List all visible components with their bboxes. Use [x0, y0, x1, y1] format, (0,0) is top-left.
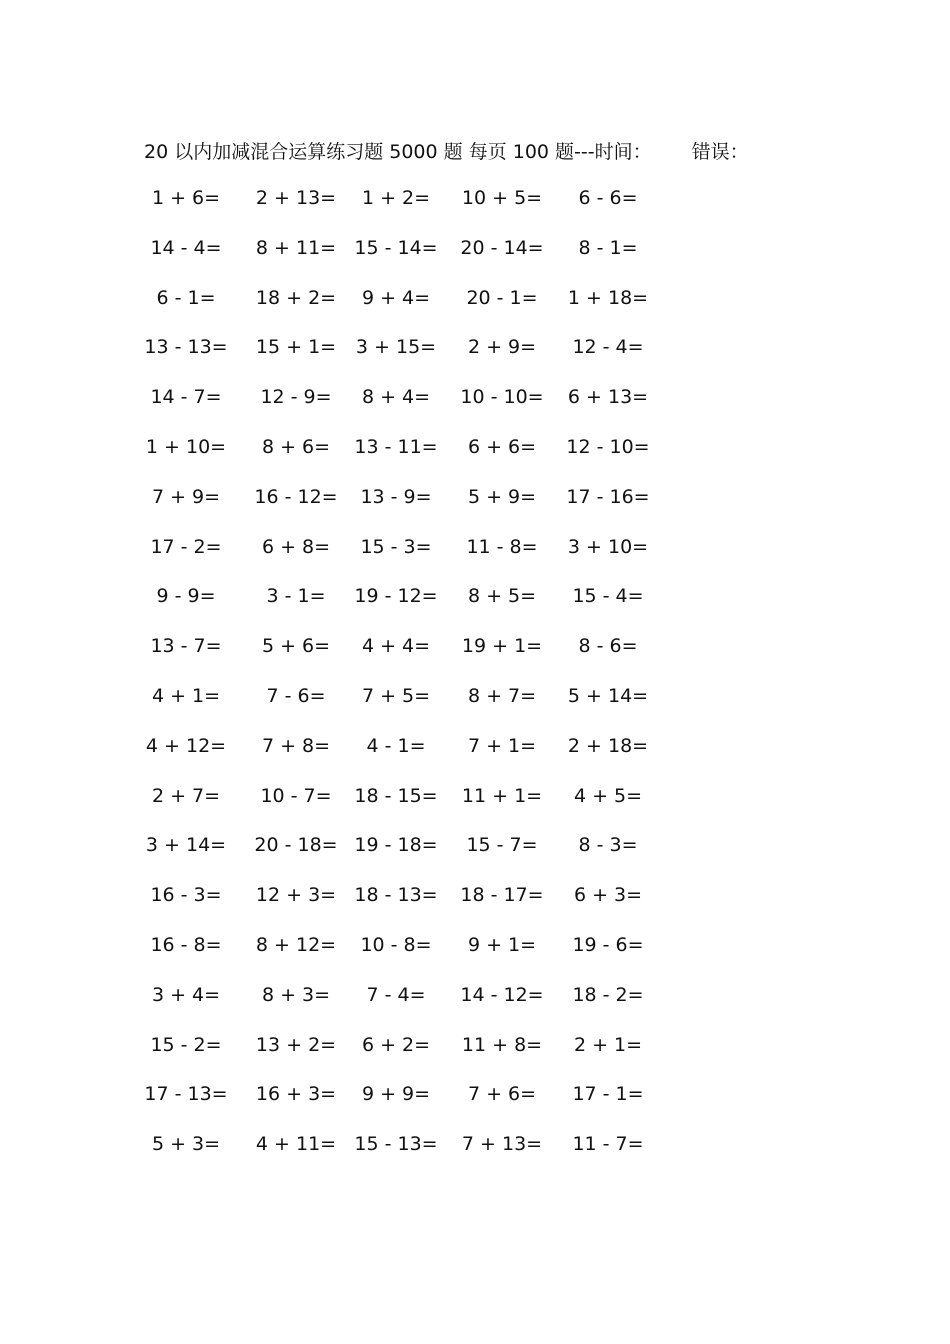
math-problem: 19 - 6=	[572, 933, 644, 956]
math-problem: 1 + 2=	[361, 187, 431, 209]
math-problem: 14 - 12=	[460, 983, 544, 1006]
math-problem: 15 - 14=	[354, 236, 438, 259]
math-problem: 15 - 4=	[572, 585, 644, 608]
math-problem: 8 - 6=	[578, 635, 638, 658]
math-problem: 15 - 2=	[150, 1033, 222, 1056]
math-problem: 8 + 12=	[255, 933, 337, 956]
math-problem: 4 + 5=	[573, 784, 643, 807]
math-problem: 12 - 9=	[260, 386, 332, 409]
math-problem: 12 - 4=	[572, 336, 644, 359]
math-problem: 2 + 7=	[151, 784, 221, 807]
problem-row	[134, 532, 664, 582]
math-problem: 6 - 1=	[156, 286, 216, 309]
worksheet-header	[144, 137, 749, 164]
math-problem: 10 - 10=	[460, 386, 544, 409]
math-problem: 3 + 10=	[567, 535, 649, 558]
math-problem: 4 + 4=	[361, 635, 431, 658]
math-problem: 13 + 2=	[255, 1033, 337, 1056]
math-problem: 20 - 18=	[254, 834, 338, 857]
math-problem: 11 + 1=	[461, 784, 543, 807]
math-problem: 11 - 8=	[466, 535, 538, 558]
math-problem: 8 + 7=	[467, 684, 537, 707]
math-problem: 16 - 12=	[254, 485, 338, 508]
problem-row	[134, 731, 664, 781]
worksheet-title: 20 以内加减混合运算练习题 5000 题 每页 100 题---时间：	[144, 141, 652, 163]
math-problem: 6 + 13=	[567, 386, 649, 409]
math-problem: 4 + 1=	[151, 684, 221, 707]
math-problem: 18 - 17=	[460, 884, 544, 907]
math-problem: 8 + 3=	[261, 983, 331, 1006]
math-problem: 10 - 7=	[260, 784, 332, 807]
math-problem: 13 - 13=	[144, 336, 228, 359]
math-problem: 7 - 4=	[366, 983, 426, 1006]
math-problem: 4 + 12=	[145, 734, 227, 757]
problem-row	[134, 482, 664, 532]
math-problem: 19 - 12=	[354, 585, 438, 608]
math-problem: 5 + 6=	[261, 635, 331, 658]
problem-row	[134, 332, 664, 382]
math-problem: 7 + 8=	[261, 734, 331, 757]
math-problem: 19 - 18=	[354, 834, 438, 857]
math-problem: 17 - 13=	[144, 1083, 228, 1106]
problem-row	[134, 980, 664, 1030]
problem-row	[134, 830, 664, 880]
math-problem: 9 + 1=	[467, 933, 537, 956]
math-problem: 7 + 9=	[151, 485, 221, 508]
math-problem: 17 - 1=	[572, 1083, 644, 1106]
math-problem: 5 + 3=	[151, 1133, 221, 1156]
problem-row	[134, 382, 664, 432]
math-problem: 11 + 8=	[461, 1033, 543, 1056]
problem-row	[134, 183, 664, 233]
math-problem: 15 + 1=	[255, 336, 337, 359]
math-problem: 14 - 7=	[150, 386, 222, 409]
problem-row	[134, 233, 664, 283]
math-problem: 9 + 4=	[361, 286, 431, 309]
math-problem: 6 + 6=	[467, 435, 537, 458]
problem-row	[134, 930, 664, 980]
math-problem: 17 - 2=	[150, 535, 222, 558]
math-problem: 8 - 3=	[578, 834, 638, 857]
math-problem: 16 - 8=	[150, 933, 222, 956]
math-problem: 13 - 9=	[360, 485, 432, 508]
math-problem: 6 - 6=	[578, 187, 638, 209]
math-problem: 15 - 3=	[360, 535, 432, 558]
math-problem: 18 - 2=	[572, 983, 644, 1006]
math-problem: 13 - 7=	[150, 635, 222, 658]
math-problem: 11 - 7=	[572, 1133, 644, 1156]
problem-row	[134, 581, 664, 631]
problem-row	[134, 1030, 664, 1080]
math-problem: 8 + 5=	[467, 585, 537, 608]
math-problem: 1 + 6=	[151, 187, 221, 209]
problem-row	[134, 1129, 664, 1179]
problem-row	[134, 880, 664, 930]
math-problem: 16 - 3=	[150, 884, 222, 907]
math-problem: 7 + 5=	[361, 684, 431, 707]
math-problem: 8 + 4=	[361, 386, 431, 409]
math-problem: 12 + 3=	[255, 884, 337, 907]
problem-row	[134, 681, 664, 731]
math-problem: 19 + 1=	[461, 635, 543, 658]
math-problem: 2 + 9=	[467, 336, 537, 359]
math-problem: 10 - 8=	[360, 933, 432, 956]
math-problem: 4 + 11=	[255, 1133, 337, 1156]
problem-row	[134, 432, 664, 482]
math-problem: 6 + 8=	[261, 535, 331, 558]
problem-grid	[134, 183, 664, 1179]
math-problem: 18 + 2=	[255, 286, 337, 309]
math-problem: 5 + 14=	[567, 684, 649, 707]
math-problem: 20 - 1=	[466, 286, 538, 309]
math-problem: 17 - 16=	[566, 485, 650, 508]
math-problem: 10 + 5=	[461, 187, 543, 209]
math-problem: 6 + 2=	[361, 1033, 431, 1056]
math-problem: 18 - 15=	[354, 784, 438, 807]
math-problem: 3 + 14=	[145, 834, 227, 857]
math-problem: 9 + 9=	[361, 1083, 431, 1106]
math-problem: 12 - 10=	[566, 435, 650, 458]
math-problem: 3 + 15=	[355, 336, 437, 359]
math-problem: 18 - 13=	[354, 884, 438, 907]
math-problem: 2 + 13=	[255, 187, 337, 209]
math-problem: 8 - 1=	[578, 236, 638, 259]
errors-label: 错误：	[691, 141, 749, 163]
math-problem: 14 - 4=	[150, 236, 222, 259]
math-problem: 3 - 1=	[266, 585, 326, 608]
math-problem: 1 + 10=	[145, 435, 227, 458]
math-problem: 15 - 7=	[466, 834, 538, 857]
math-problem: 8 + 6=	[261, 435, 331, 458]
math-problem: 9 - 9=	[156, 585, 216, 608]
math-problem: 2 + 18=	[567, 734, 649, 757]
math-problem: 16 + 3=	[255, 1083, 337, 1106]
problem-row	[134, 1079, 664, 1129]
math-problem: 7 + 1=	[467, 734, 537, 757]
math-problem: 7 + 13=	[461, 1133, 543, 1156]
math-problem: 7 + 6=	[467, 1083, 537, 1106]
math-problem: 4 - 1=	[366, 734, 426, 757]
problem-row	[134, 631, 664, 681]
math-problem: 8 + 11=	[255, 236, 337, 259]
math-problem: 13 - 11=	[354, 435, 438, 458]
math-problem: 20 - 14=	[460, 236, 544, 259]
math-problem: 5 + 9=	[467, 485, 537, 508]
math-problem: 1 + 18=	[567, 286, 649, 309]
problem-row	[134, 283, 664, 333]
math-problem: 3 + 4=	[151, 983, 221, 1006]
math-problem: 6 + 3=	[573, 884, 643, 907]
math-problem: 15 - 13=	[354, 1133, 438, 1156]
math-problem: 7 - 6=	[266, 684, 326, 707]
problem-row	[134, 781, 664, 831]
math-problem: 2 + 1=	[573, 1033, 643, 1056]
